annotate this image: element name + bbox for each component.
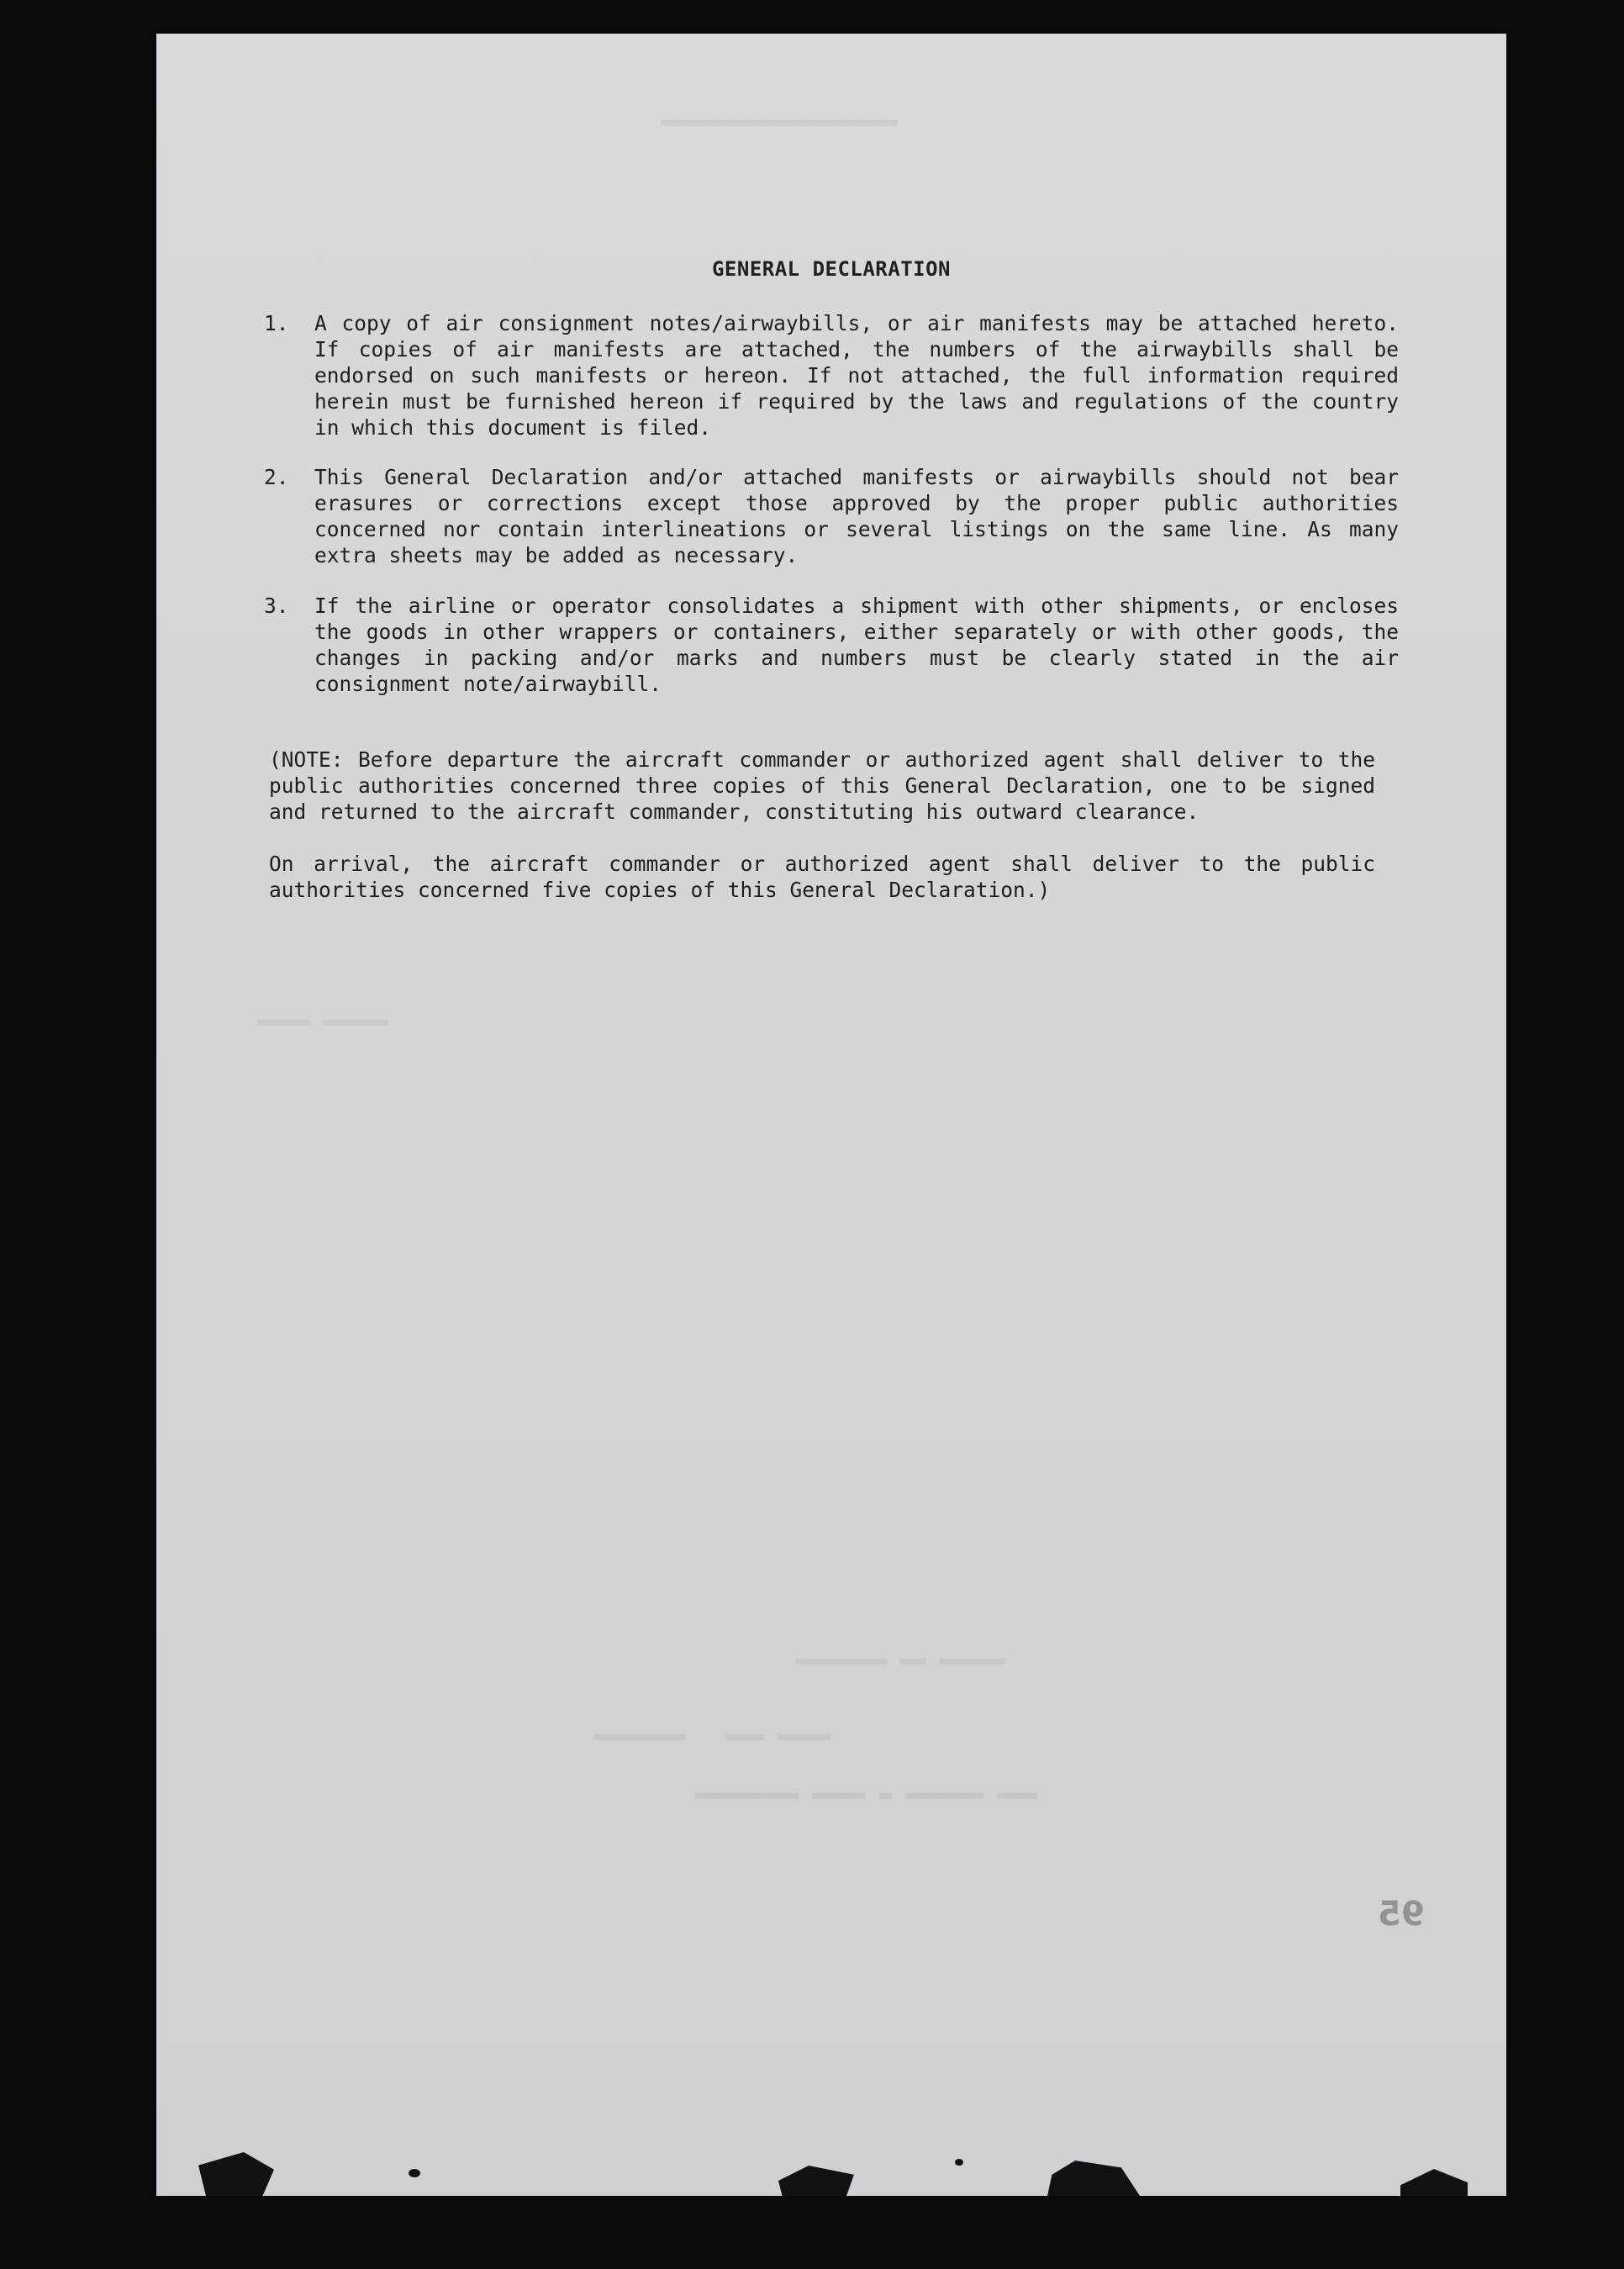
page-number-bleed-through: 95	[1378, 1895, 1425, 1934]
item-text: A copy of air consignment notes/airwaybills, or air manifests may be attached hereto. If copies of air manifests are attached, the numbers of the airwaybills shall be endorsed on such manifests or hereon. If not attached, the full information required herein must be furnished hereon if required by the laws and regulations of the country in which this document is filed.	[314, 311, 1399, 440]
bleed-through-text: ▬▬▬▬▬▬▬▬ ▬▬▬▬ ▬ ▬▬▬▬▬▬ ▬▬▬	[694, 1782, 1036, 1807]
item-number: 3.	[264, 594, 289, 618]
speck	[409, 2169, 420, 2177]
item-text: This General Declaration and/or attached manifests or airwaybills should not bear erasures or corrections except those approved by the proper public authorities concerned nor contain interlineations or several listings on the same line. As many extra sheets may be added as necessary.	[314, 465, 1399, 567]
bleed-through-text: ▬▬▬▬ ▬▬▬▬▬	[257, 1009, 389, 1034]
item-text: If the airline or operator consolidates a shipment with other shipments, or encloses the goods in other wrappers or containers, either separately or with other goods, the changes in packing and/or marks and numbers must be clearly stated in the air consignment note/airwaybill.	[314, 594, 1399, 696]
note-paragraph-departure: (NOTE: Before departure the aircraft commander or authorized agent shall deliver to the public authorities concerned three copies of this General Declaration, one to be signed and returned to the aircraft commander, constituting his outward clearance.	[269, 747, 1375, 824]
item-number: 2.	[264, 465, 289, 489]
bleed-through-text: ▬▬▬▬▬▬▬▬▬▬▬▬▬▬▬▬▬▬	[661, 109, 898, 135]
declaration-item-3	[264, 593, 1399, 697]
document-title: GENERAL DECLARATION	[711, 257, 952, 281]
clip-mark	[1047, 2161, 1140, 2196]
note-paragraph-arrival: On arrival, the aircraft commander or authorized agent shall deliver to the public authorities concerned five copies of this General Declaration.)	[269, 852, 1375, 902]
bleed-through-text: ▬▬▬▬▬▬▬ ▬▬ ▬▬▬▬▬	[795, 1648, 1006, 1673]
item-number: 1.	[264, 311, 289, 335]
bleed-through-text: ▬▬▬▬▬▬▬ ▬▬▬ ▬▬▬▬	[593, 1723, 830, 1749]
clip-mark	[778, 2166, 854, 2196]
clip-mark	[198, 2152, 274, 2196]
clip-mark	[1400, 2169, 1468, 2196]
document-page	[156, 34, 1506, 2196]
declaration-item-1	[264, 310, 1399, 441]
speck	[955, 2159, 963, 2166]
declaration-item-2	[264, 464, 1399, 568]
